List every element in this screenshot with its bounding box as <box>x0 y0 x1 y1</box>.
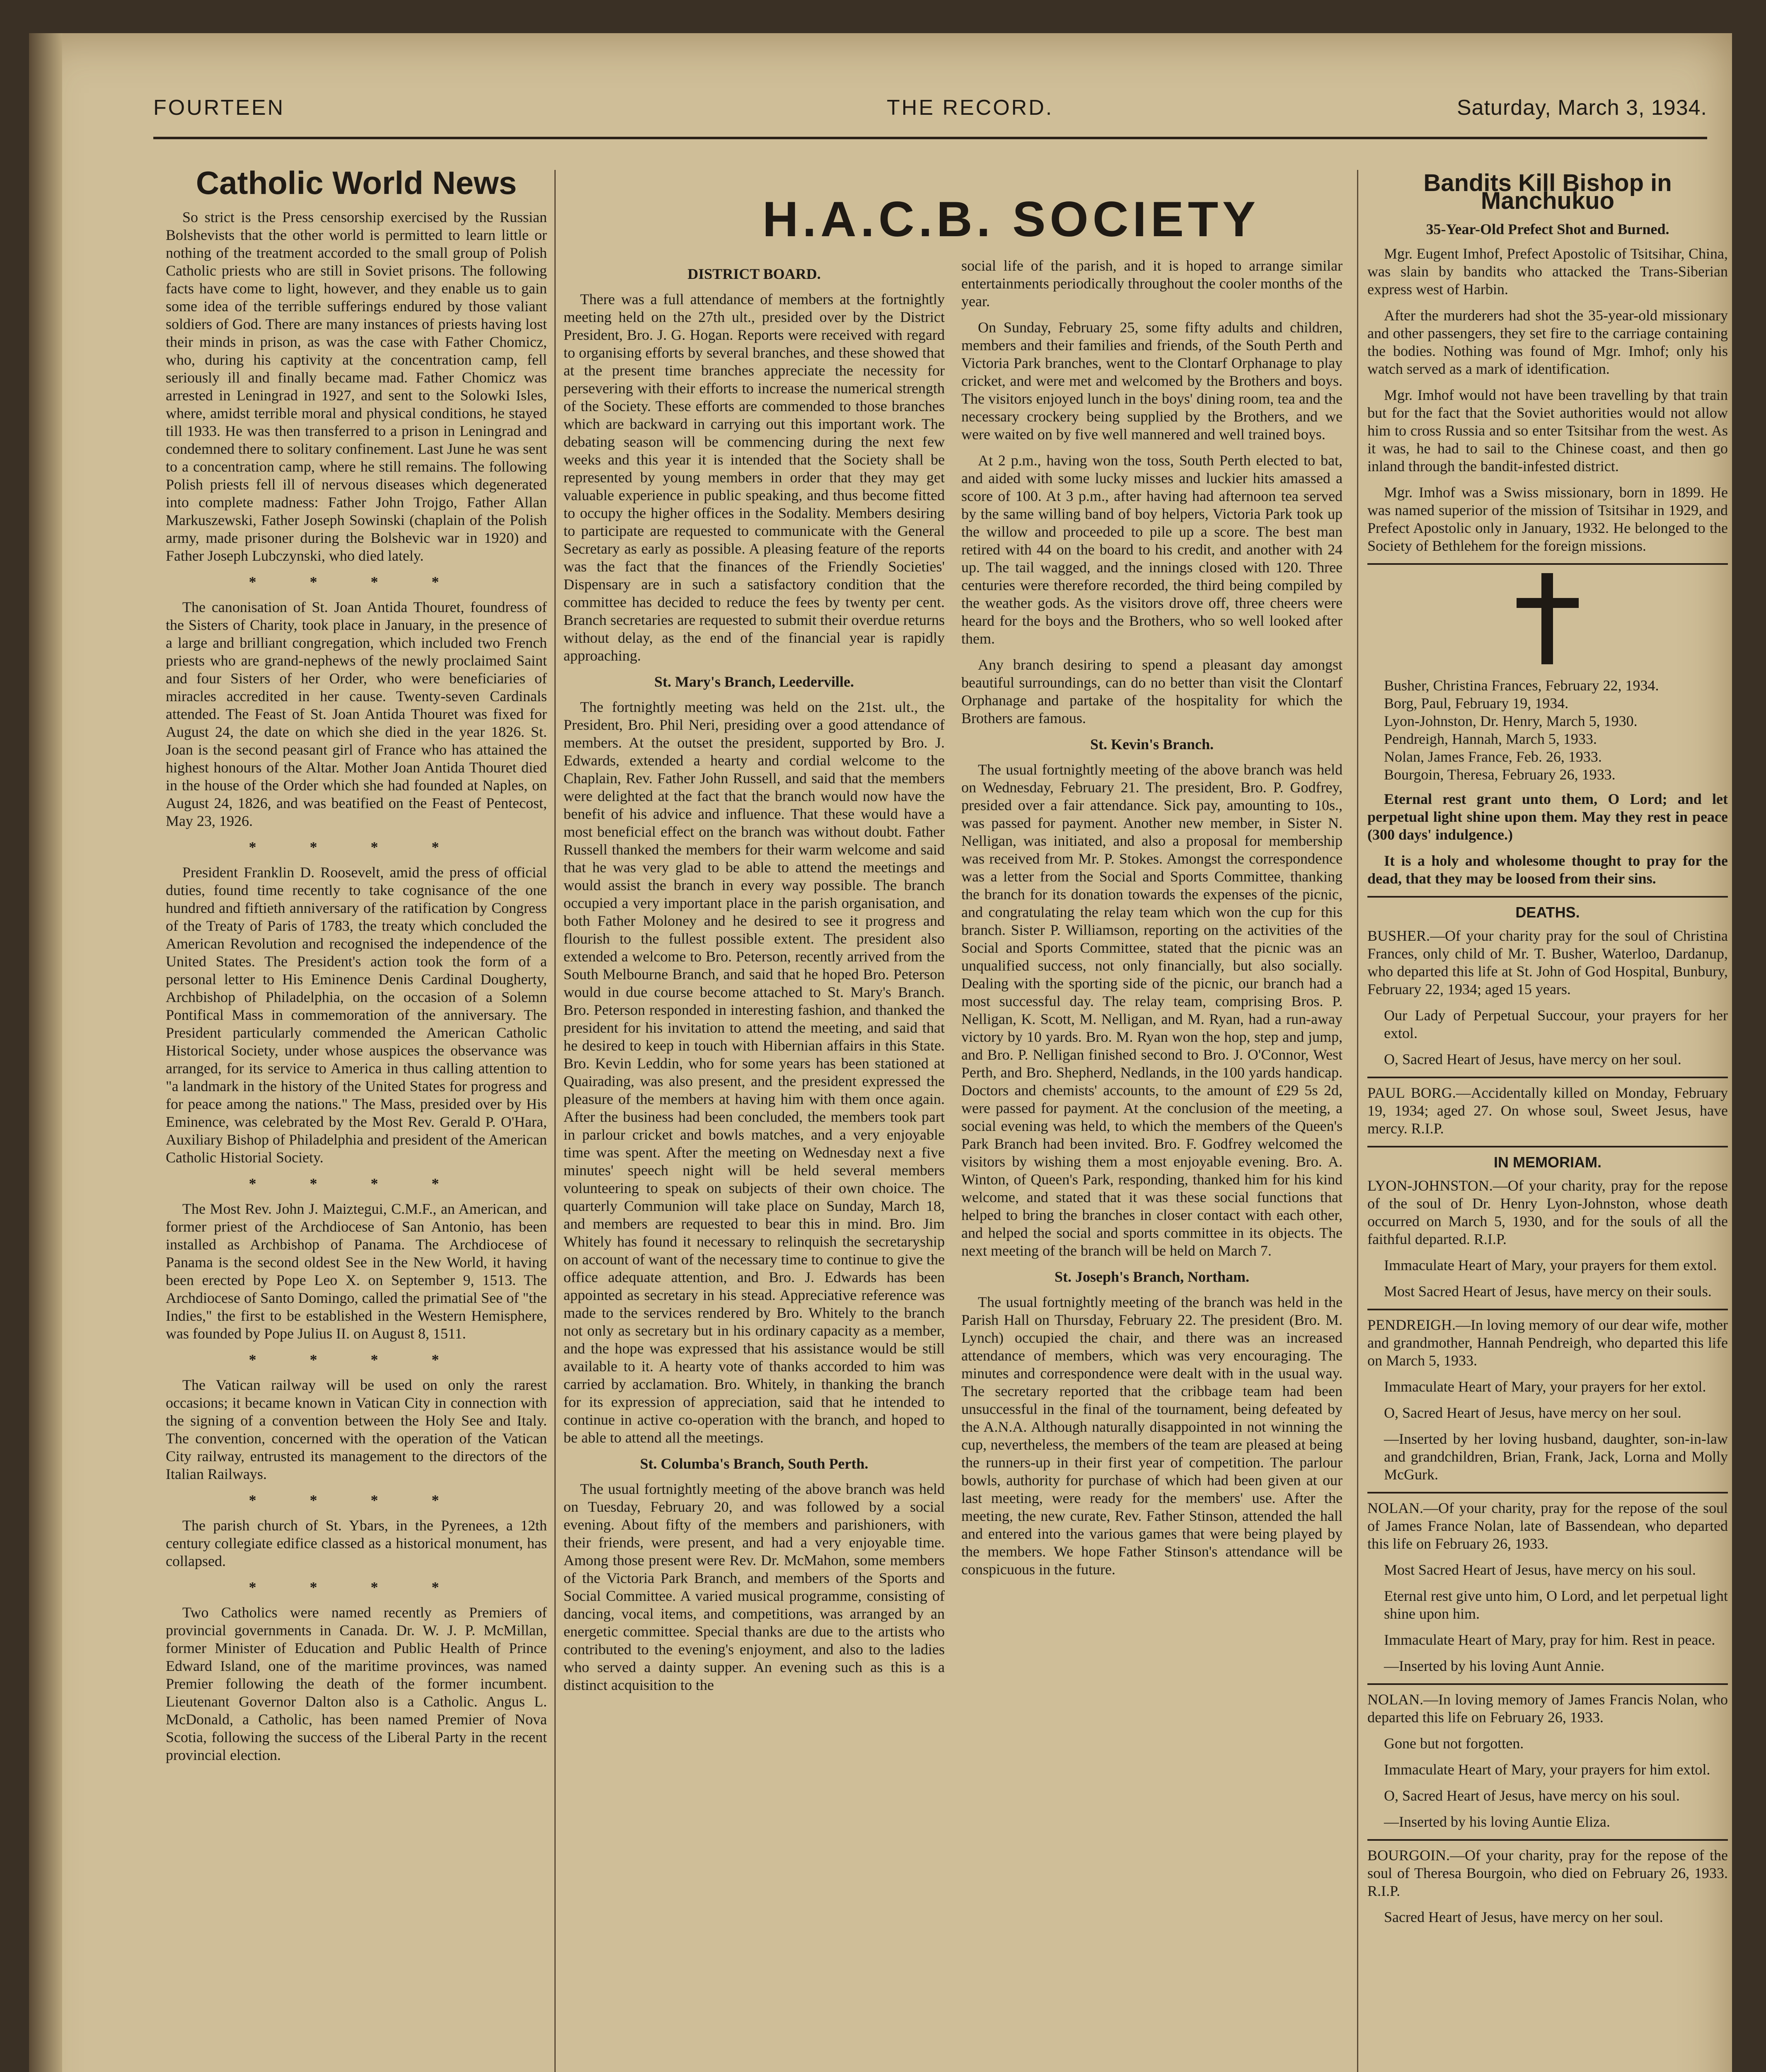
divider <box>1367 1683 1728 1685</box>
page-header <box>112 95 1707 133</box>
book-spine <box>29 33 62 2072</box>
article-paragraph: The Most Rev. John J. Maiztegui, C.M.F., an American, and former priest of the Archdiocese of San Antonio, has been installed as Archbishop of Panama. The Archdiocese of Panama is the second oldest See in the New World, it having been erected by Pope Leo X. on September 9, 1513. The Archdiocese of Santo Domingo, called the primatial See of "the Indies," the first to be established in the Western Hemisphere, was founded by Pope Julius II. on August 8, 1511. <box>166 1201 547 1342</box>
divider <box>1367 1839 1728 1841</box>
article-paragraph: Mgr. Imhof was a Swiss missionary, born in 1899. He was named superior of the mission of Tsitsihar in 1929, and Prefect Apostolic only in January, 1932. He belonged to the Society of Bethlehem for the foreign missions. <box>1367 484 1728 554</box>
memoriam-line: —Inserted by his loving Aunt Annie. <box>1384 1658 1604 1674</box>
newspaper-page <box>29 33 1732 2072</box>
separator-stars: * * * * <box>249 1175 464 1192</box>
article-paragraph: Any branch desiring to spend a pleasant day amongst beautiful surroundings, can do no better than visit the Clontarf Orphanage and partake of the hospitality for which the Brothers are famous. <box>961 656 1343 726</box>
death-notice-line: O, Sacred Heart of Jesus, have mercy on her soul. <box>1384 1051 1681 1067</box>
memoriam-line: Most Sacred Heart of Jesus, have mercy on his soul. <box>1384 1561 1696 1578</box>
hacb-title: H.A.C.B. SOCIETY <box>762 191 1260 247</box>
article-paragraph: The usual fortnightly meeting of the branch was held in the Parish Hall on Thursday, February 22. The president (Bro. M. Lynch) occupied the chair, and there was an increased attendance of members, which was very encouraging. The minutes and correspondence were dealt with in the usual way. The secretary reported that the cribbage team had been unsuccessful in the final of the tournament, being defeated by the A.N.A. Although naturally disappointed in not winning the cup, nevertheless, the members of the team are pleased at being the runners-up in their first year of competition. The parlour bowls, authority for purchase of which had been given at our last meeting, were ready for the members' use. After the meeting, the new curate, Rev. Father Stinson, attended the hall and entered into the various games that were being played by the members. We hope Father Stinson's attendance will be conspicuous in the future. <box>961 1294 1343 1578</box>
death-notice: BUSHER.—Of your charity pray for the soul of Christina Frances, only child of Mr. T. Busher, Waterloo, Dardanup, who departed this life at St. John of God Hospital, Bunbury, February 22, 1934; aged 15 years. <box>1367 927 1728 997</box>
masthead: THE RECORD. <box>887 96 1054 120</box>
memoriam-line: O, Sacred Heart of Jesus, have mercy on his soul. <box>1384 1787 1680 1804</box>
article-paragraph: The usual fortnightly meeting of the above branch was held on Tuesday, February 20, and was followed by a social evening. About fifty of the members and parishioners, with their friends, were present, and had a very enjoyable time. Among those present were Rev. Dr. McMahon, some members of the Victoria Park Branch, and members of the Sports and Social Committee. A varied musical programme, consisting of dancing, vocal items, and competitions, was arranged by an energetic committee. Special thanks are due to the artists who contributed to the evening's enjoyment, and also to the ladies who served a dainty supper. An evening such as this is a distinct acquisition to the <box>564 1481 945 1693</box>
separator-stars: * * * * <box>249 1579 464 1595</box>
memoriam-line: Immaculate Heart of Mary, your prayers for him extol. <box>1384 1761 1710 1778</box>
page-number: FOURTEEN <box>153 96 285 120</box>
memoriam-line: Eternal rest give unto him, O Lord, and let perpetual light shine upon him. <box>1384 1588 1728 1622</box>
deaths-heading: DEATHS. <box>1515 904 1580 921</box>
obituary-item: Busher, Christina Frances, February 22, 1934. <box>1384 677 1659 694</box>
article-paragraph: There was a full attendance of members at the fortnightly meeting held on the 27th ult., presided over by the District President, Bro. J. G. Hogan. Reports were received with regard to organising efforts by several branches, and these showed that at the present time branches appreciate the necessity for persevering with their efforts to increase the numerical strength of the Society. These efforts are commended to those branches which are backward in carrying out this important work. The debating season will be commencing during the next few weeks and this year it is intended that the Society shall be represented by young members in order that they may get valuable experience in public speaking, and thus become fitted to occupy the higher offices in the Sodality. Members desiring to participate are requested to communicate with the General Secretary as early as possible. A pleasing feature of the reports was the fact that the finances of the Friendly Societies' Dispensary are in such a satisfactory condition that the committee has decided to reduce the fees by twenty per cent. Branch secretaries are requested to submit their overdue returns without delay, as the end of the financial year is rapidly approaching. <box>564 291 945 664</box>
memoriam-line: Immaculate Heart of Mary, pray for him. Rest in peace. <box>1384 1631 1715 1648</box>
subheading: St. Kevin's Branch. <box>1090 736 1214 753</box>
article-paragraph: The fortnightly meeting was held on the 21st. ult., the President, Bro. Phil Neri, presiding over a good attendance of members. At the outset the president, supported by Bro. J. Edwards, extended a hearty and cordial welcome to the Chaplain, Rev. Father John Russell, and said that the members were delighted at the fact that the branch would now have the benefit of his advice and influence. That these would have a most beneficial effect on the branch was without doubt. Father Russell thanked the members for their warm welcome and said that he was very glad to be able to attend the meetings and would assist the branch in every way possible. The branch occupied a very important place in the parish organisation, and both Father Moloney and he desired to see it progress and flourish to the fullest possible extent. The president also extended a welcome to Bro. Peterson, recently arrived from the South Melbourne Branch, and said that he hoped Bro. Peterson would in due course become attached to St. Mary's Branch. Bro. Peterson responded in interesting fashion, and thanked the president for his invitation to attend the meeting, and said that he desired to keep in touch with Hibernian affairs in this State. Bro. Kevin Leddin, who for some years has been stationed at Quairading, was also present, and the president expressed the pleasure of the members at having him with them once again. After the business had been concluded, the members took part in parlour cricket and bowls matches, and a very enjoyable time was spent. After the meeting on Wednesday next a five minutes' speech night will be held several members volunteering to speak on subjects of their own choice. The quarterly Communion will take place on Sunday, March 18, and members are requested to bear this in mind. Bro. Jim Whitely has found it necessary to relinquish the secretaryship on account of want of the necessary time to continue to give the office adequate attention, and Bro. J. Edwards has been appointed as secretary in his stead. Appreciative reference was made to the services rendered by Bro. Whitely to the branch not only as secretary but in his ordinary capacity as a member, and the hope was expressed that his assistance would be still available to it. A hearty vote of thanks accorded to him was carried by acclamation. Bro. Whitely, in thanking the branch for its expression of appreciation, said that he intended to continue in active co-operation with the branch, and hoped to be able to attend all the meetings. <box>564 699 945 1446</box>
memoriam-notice: NOLAN.—In loving memory of James Francis Nolan, who departed this life on February 26, 1933. <box>1367 1691 1728 1726</box>
article-paragraph: Mgr. Eugent Imhof, Prefect Apostolic of Tsitsihar, China, was slain by bandits who attacked the Trans-Siberian express west of Harbin. <box>1367 245 1728 298</box>
obituary-list <box>1367 677 1728 784</box>
prayer-text: Eternal rest grant unto them, O Lord; and let perpetual light shine upon them. May they rest in peace (300 days' indulgence.) <box>1367 791 1728 843</box>
divider <box>1367 1309 1728 1310</box>
separator-stars: * * * * <box>249 1492 464 1508</box>
catholic-world-news <box>166 165 547 1772</box>
memoriam-line: —Inserted by his loving Auntie Eliza. <box>1384 1813 1610 1830</box>
obituary-item: Borg, Paul, February 19, 1934. <box>1384 695 1569 712</box>
article-paragraph: Two Catholics were named recently as Premiers of provincial governments in Canada. Dr. W. J. P. McMillan, former Minister of Education and Public Health of Prince Edward Island, one of the maritime provinces, was named Premier following the death of the former incumbent. Lieutenant Governor Dalton also is a Catholic. Angus L. McDonald, a Catholic, has been named Premier of Nova Scotia, following the success of the Liberal Party in the recent provincial election. <box>166 1604 547 1763</box>
divider <box>1367 1492 1728 1493</box>
article-paragraph: Mgr. Imhof would not have been travelling by that train but for the fact that the Soviet authorities would not allow him to cross Russia and so enter Tsitsihar from the west. As it was, he had to sail to the Chinese coast, and then go inland through the bandit-infested district. <box>1367 387 1728 474</box>
separator-stars: * * * * <box>249 574 464 590</box>
column-divider <box>554 170 556 2072</box>
memoriam-line: Immaculate Heart of Mary, your prayers for her extol. <box>1384 1378 1706 1395</box>
death-notice-line: Our Lady of Perpetual Succour, your prayers for her extol. <box>1384 1007 1728 1041</box>
section-title: Catholic World News <box>196 165 517 201</box>
divider <box>1367 563 1728 565</box>
article-paragraph: At 2 p.m., having won the toss, South Perth elected to bat, and aided with some lucky misses and luckier hits amassed a score of 100. At 3 p.m., after having had afternoon tea served by the same willing band of boy helpers, Victoria Park took up the willow and proceeded to pile up a score. The best man retired with 44 on the board to his credit, and another with 24 up. The tail wagged, and the innings closed with 120. Three centuries were therefore recorded, the third being compiled by the weather gods. As the visitors drove off, three cheers were heard for the boys and the Brothers, who so well looked after them. <box>961 452 1343 647</box>
bandits-headline: Bandits Kill Bishop in Manchukuo <box>1423 169 1672 214</box>
memoriam-notice: PENDREIGH.—In loving memory of our dear wife, mother and grandmother, Hannah Pendreigh, who departed this life on March 5, 1933. <box>1367 1317 1728 1369</box>
memoriam-line: —Inserted by her loving husband, daughter, son-in-law and grandchildren, Brian, Frank, Jack, Lorna and Molly McGurk. <box>1384 1431 1728 1483</box>
hacb-column-2 <box>961 257 1343 1587</box>
obituary-item: Bourgoin, Theresa, February 26, 1933. <box>1384 766 1616 783</box>
issue-date: Saturday, March 3, 1934. <box>1456 96 1707 120</box>
memoriam-line: Sacred Heart of Jesus, have mercy on her soul. <box>1384 1909 1663 1925</box>
memoriam-notice: NOLAN.—Of your charity, pray for the repose of the soul of James France Nolan, late of Bassendean, who departed this life on February 26, 1933. <box>1367 1500 1728 1552</box>
obituary-item: Pendreigh, Hannah, March 5, 1933. <box>1384 731 1597 747</box>
right-column <box>1367 169 1728 1934</box>
memoriam-line: Gone but not forgotten. <box>1384 1735 1524 1752</box>
bandits-subheadline: 35-Year-Old Prefect Shot and Burned. <box>1426 221 1669 237</box>
subheading: DISTRICT BOARD. <box>687 266 821 282</box>
divider <box>1367 1146 1728 1147</box>
article-paragraph: After the murderers had shot the 35-year-old missionary and other passengers, they set fire to the carriage containing the bodies. Nothing was found of Mgr. Imhof; only his watch served as a mark of identification. <box>1367 307 1728 377</box>
divider <box>1367 1077 1728 1078</box>
article-paragraph: The usual fortnightly meeting of the above branch was held on Wednesday, February 21. The president, Bro. P. Godfrey, presided over a fair attendance. Sick pay, amounting to 10s., was passed for payment. Another new member, in Sister N. Nelligan, was initiated, and also a proposal for membership was received from Mr. P. Stokes. Amongst the correspondence was a letter from the Social and Sports Committee, thanking the branch for its donation towards the expenses of the picnic, and congratulating the relay team which won the cup for this branch. Sister P. Williamson, reporting on the activities of the Social and Sports Committee, stated that the picnic was an unqualified success, not only financially, but also socially. Dealing with the sporting side of the picnic, our branch had a most successful day. The relay team, comprising Bros. P. Nelligan, K. Scott, M. Nelligan, and M. Ryan, had a run-away victory by 10 yards. Bro. M. Ryan won the hop, step and jump, and Bro. P. Nelligan finished second to Bro. J. O'Connor, West Perth, and Bro. Shepherd, Nedlands, in the 100 yards handicap. Doctors and chemists' accounts, to the amount of £29 5s 2d, were passed for payment. At the conclusion of the meeting, a social evening was held, to which the members of the Queen's Park Branch had been invited. Bro. F. Godfrey welcomed the visitors by wishing them a most enjoyable evening. Bro. A. Winton, of Queen's Park, responding, thanked him for his kind welcome, and stated that it was these social functions that helped to bring the branches in closer contact with each other, and helped the social and sports committee in its objects. The next meeting of the branch will be held on March 7. <box>961 761 1343 1259</box>
memoriam-line: O, Sacred Heart of Jesus, have mercy on her soul. <box>1384 1404 1681 1421</box>
separator-stars: * * * * <box>249 1351 464 1368</box>
obituary-item: Lyon-Johnston, Dr. Henry, March 5, 1930. <box>1384 713 1638 729</box>
memoriam-line: Most Sacred Heart of Jesus, have mercy on their souls. <box>1384 1283 1712 1300</box>
article-paragraph: The canonisation of St. Joan Antida Thouret, foundress of the Sisters of Charity, took place in January, in the presence of a large and brilliant congregation, which included two French priests who are grand-nephews of the newly proclaimed Saint and four Sisters of her Order, who were beneficiaries of miracles accredited in her cause. Twenty-seven Cardinals attended. The Feast of St. Joan Antida Thouret was fixed for August 24, the date on which she died in the year 1826. St. Joan is the second peasant girl of France who has attained the highest honours of the Altar. Mother Joan Antida Thouret died in the house of the Order which she had founded at Naples, on August 24, 1826, and was beatified on the Feast of Pentecost, May 23, 1926. <box>166 599 547 829</box>
separator-stars: * * * * <box>249 839 464 855</box>
subheading: St. Joseph's Branch, Northam. <box>1054 1268 1250 1285</box>
obituary-item: Nolan, James France, Feb. 26, 1933. <box>1384 748 1602 765</box>
article-paragraph: The parish church of St. Ybars, in the Pyrenees, a 12th century collegiate edifice classed as a historical monument, has collapsed. <box>166 1517 547 1569</box>
article-paragraph: So strict is the Press censorship exercised by the Russian Bolshevists that the other world is permitted to learn little or nothing of the treatment accorded to the small group of Polish Catholic priests who are still in Soviet prisons. The following facts have come to light, however, and they enable us to gain some idea of the terrible sufferings endured by those valiant soldiers of God. There are many instances of priests having lost their minds in prison, as was the case with Father Chomicz, who, during his captivity at the concentration camp, fell seriously ill and finally became mad. Father Chomicz was arrested in Leningrad in 1927, and sent to the Solowki Isles, where, amidst terrible moral and physical conditions, he stayed till 1933. He was then transferred to a prison in Leningrad and condemned there to solitary confinement. Last June he was sent to a concentration camp, where he still remains. The following Polish priests fell ill of nervous diseases which degenerated into complete madness: Father John Trojgo, Father Allan Markuszewski, Father Joseph Sowinski (chaplain of the Polish army, made prisoner during the Bolshevic war in 1920) and Father Joseph Lubczynski, who died lately. <box>166 209 547 564</box>
memoriam-heading: IN MEMORIAM. <box>1494 1154 1601 1171</box>
divider <box>1367 896 1728 898</box>
article-paragraph: The Vatican railway will be used on only the rarest occasions; it became known in Vatican City in connection with the signing of a convention between the Holy See and Italy. The convention, concerned with the operation of the Vatican City railway, entrusted its management to the directors of the Italian Railways. <box>166 1377 547 1482</box>
header-rule <box>153 137 1707 139</box>
hacb-column-1 <box>564 257 945 1702</box>
column-divider <box>1357 170 1358 2072</box>
subheading: St. Mary's Branch, Leederville. <box>654 673 854 690</box>
article-paragraph: On Sunday, February 25, some fifty adults and children, members and their families and friends, of the South Perth and Victoria Park branches, went to the Clontarf Orphanage to play cricket, and were met and welcomed by the Brothers and boys. The visitors enjoyed lunch in the boys' dining room, tea and the necessary crockery being supplied by the Brothers, and we were waited on by five well mannered and well trained boys. <box>961 319 1343 443</box>
cross-icon <box>1367 573 1728 668</box>
prayer-text: It is a holy and wholesome thought to pray for the dead, that they may be loosed from their sins. <box>1367 852 1728 887</box>
death-notice: PAUL BORG.—Accidentally killed on Monday, February 19, 1934; aged 27. On whose soul, Sweet Jesus, have mercy. R.I.P. <box>1367 1084 1728 1137</box>
memoriam-notice: BOURGOIN.—Of your charity, pray for the repose of the soul of Theresa Bourgoin, who died on February 26, 1933. R.I.P. <box>1367 1847 1728 1899</box>
subheading: St. Columba's Branch, South Perth. <box>640 1455 868 1472</box>
memoriam-line: Immaculate Heart of Mary, your prayers for them extol. <box>1384 1257 1717 1273</box>
article-paragraph: President Franklin D. Roosevelt, amid the press of official duties, found time recently to take cognisance of the one hundred and fiftieth anniversary of the ratification by Congress of the Treaty of Paris of 1783, the treaty which concluded the American Revolution and recognised the independence of the United States. The President's action took the form of a personal letter to His Eminence Denis Cardinal Dougherty, Archbishop of Philadelphia, on the occasion of a Solemn Pontifical Mass in commemoration of the anniversary. The President particularly commended the American Catholic Historical Society, under whose auspices the observance was arranged, for its service to America in thus calling attention to "a landmark in the history of the United States for progress and for peace among the nations." The Mass, presided over by His Eminence, was celebrated by the Most Rev. Gerald P. O'Hara, Auxiliary Bishop of Philadelphia and president of the American Catholic Historial Society. <box>166 864 547 1166</box>
memoriam-notice: LYON-JOHNSTON.—Of your charity, pray for the repose of the soul of Dr. Henry Lyon-Johnston, whose death occurred on March 5, 1930, and for the souls of all the faithful departed. R.I.P. <box>1367 1177 1728 1247</box>
article-paragraph: social life of the parish, and it is hoped to arrange similar entertainments periodically throughout the cooler months of the year. <box>961 257 1343 310</box>
